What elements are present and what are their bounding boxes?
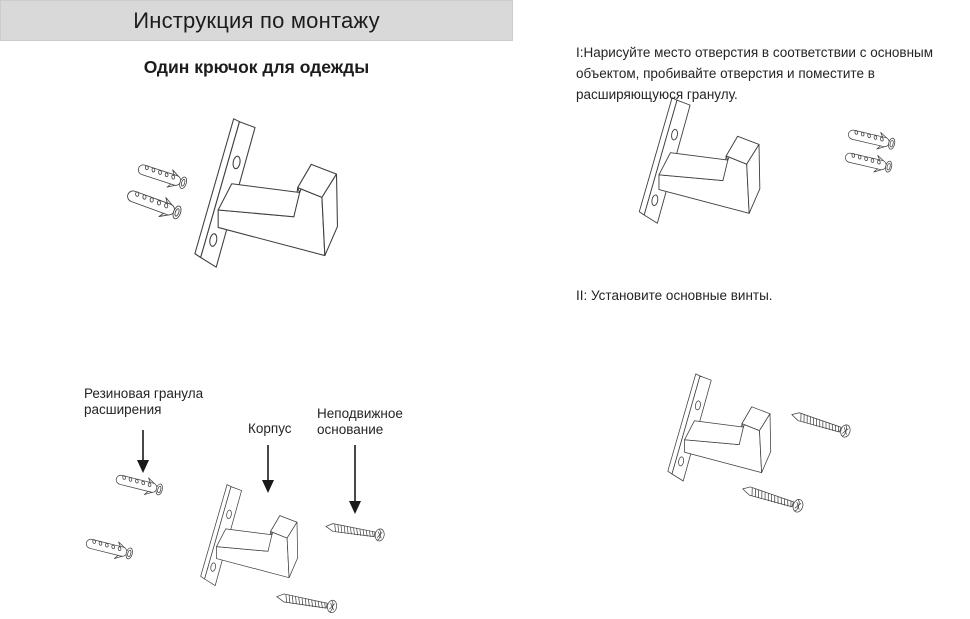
step2-figure xyxy=(668,374,852,513)
expansion-anchor-icon xyxy=(114,470,164,498)
wall-hook-drawing xyxy=(668,374,771,481)
expansion-anchor-icon xyxy=(124,185,183,223)
step1-figure xyxy=(639,98,896,223)
step-1-text: I:Нарисуйте место отверстия в соответствии с основным объектом, пробивайте отверстия и поместите в расширяющуюся гранулу. xyxy=(576,45,934,102)
screw-icon xyxy=(790,409,852,439)
step-2-text: II: Установите основные винты. xyxy=(576,288,773,303)
subtitle: Один крючок для одежды xyxy=(143,57,370,77)
down-arrow-icon xyxy=(262,480,274,493)
header-bar xyxy=(0,0,513,41)
label-fixed-base: Неподвижное основание xyxy=(317,406,403,437)
screw-icon xyxy=(276,591,338,614)
wall-hook-drawing xyxy=(201,485,298,586)
wall-hook-drawing xyxy=(195,119,338,267)
expansion-anchor-icon xyxy=(84,534,134,562)
expansion-anchor-icon xyxy=(844,148,894,175)
screw-icon xyxy=(741,483,805,514)
down-arrow-icon xyxy=(137,460,149,473)
label-expansion-anchor: Резиновая гранула расширения xyxy=(84,386,204,417)
wall-hook-drawing xyxy=(639,98,760,223)
page-title: Инструкция по монтажу xyxy=(133,7,380,33)
overview-figure xyxy=(124,119,337,267)
label-hook-body: Корпус xyxy=(248,421,292,436)
components-figure xyxy=(84,430,385,613)
expansion-anchor-icon xyxy=(847,125,897,152)
expansion-anchor-icon xyxy=(136,160,189,193)
down-arrow-icon xyxy=(349,501,361,514)
screw-icon xyxy=(325,520,385,541)
